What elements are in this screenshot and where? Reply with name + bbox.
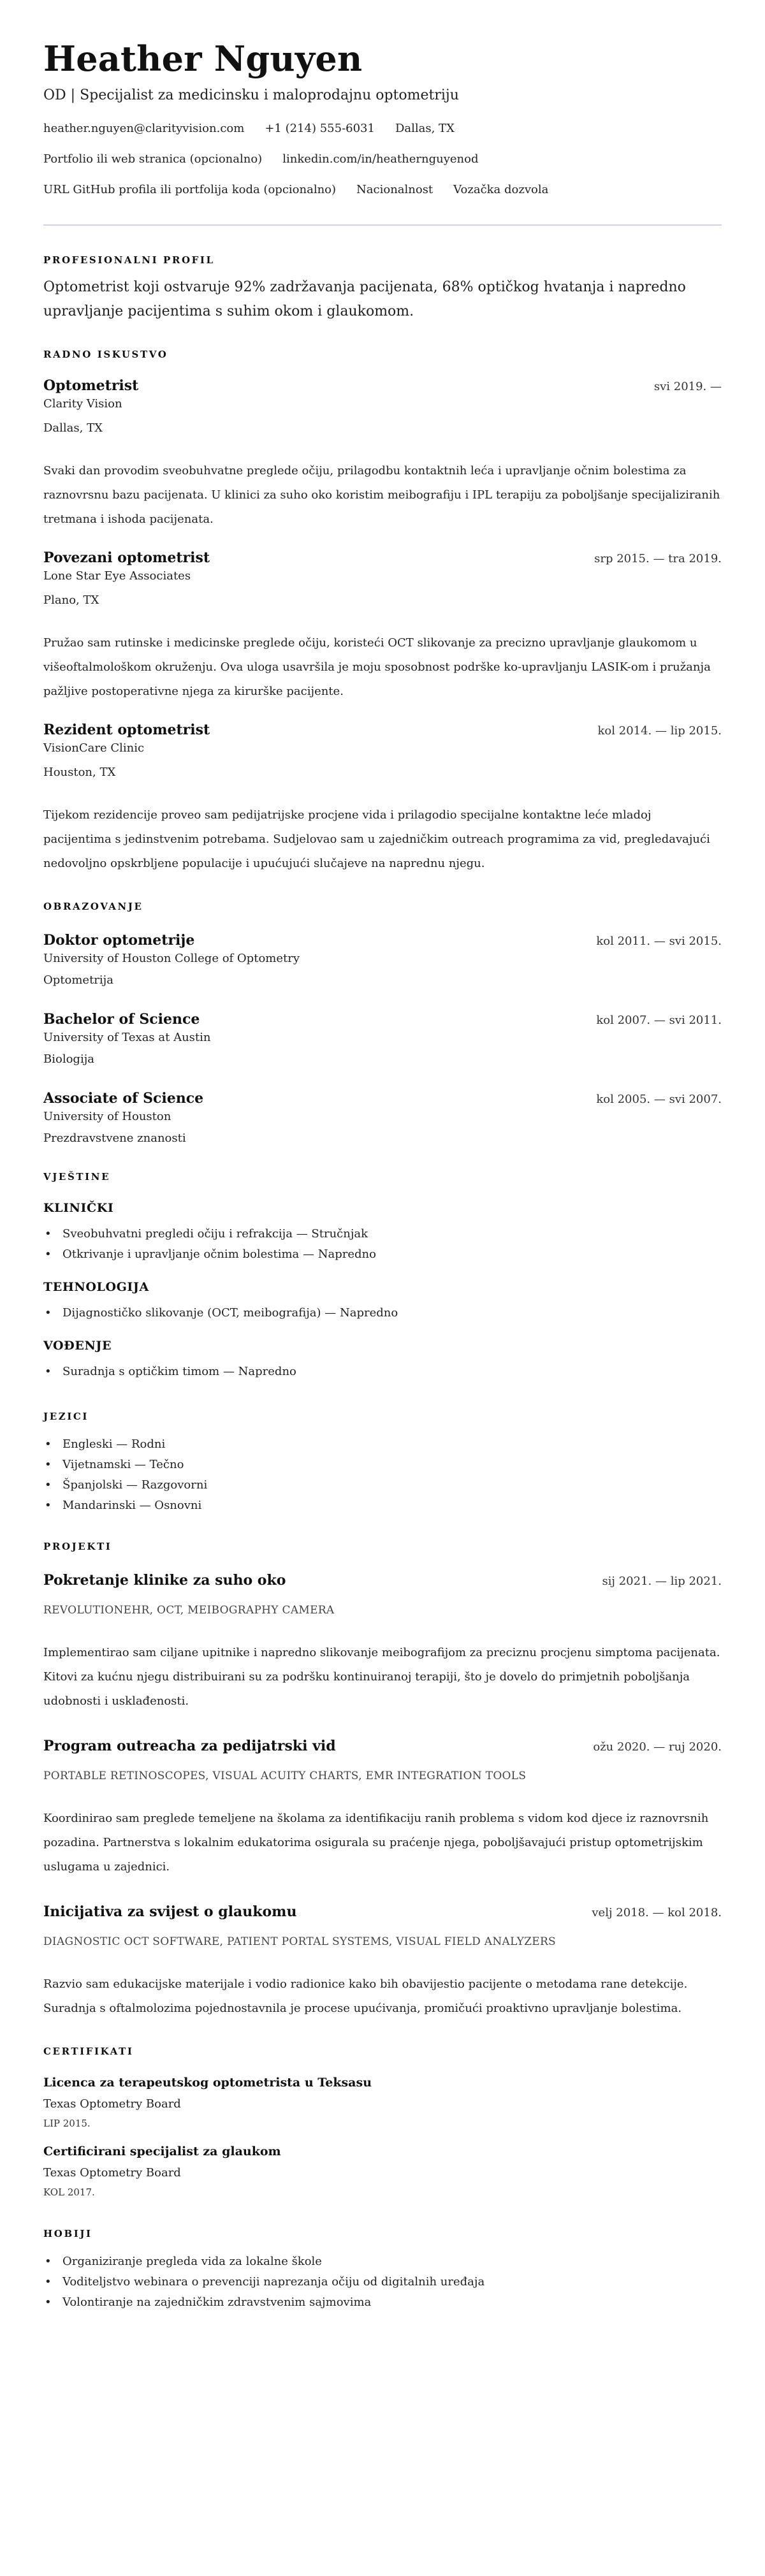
certificate-date: LIP 2015. (43, 2118, 91, 2129)
certificates-section (43, 2045, 722, 2199)
certificate-list (43, 2074, 722, 2199)
school-name: University of Houston (43, 1110, 171, 1123)
experience-item (43, 548, 722, 704)
job-description: Svaki dan provodim sveobuhvatne preglede očiju, prilagodbu kontaktnih leća i upravljanje očnim bolestima za raznovrsnu bazu pacijenata. U klinici za suho oko koristim meibografiju i IPL terapiju za poboljšanje specijaliziranih tretmana i ishoda pacijenata. (43, 464, 720, 526)
experience-list (43, 376, 722, 876)
hobby-item: • Organiziranje pregleda vida za lokalne škole (43, 2252, 722, 2272)
skill-item: • Sveobuhvatni pregledi očiju i refrakcija — Stručnjak (43, 1224, 722, 1244)
skill-item: • Suradnja s optičkim timom — Napredno (43, 1362, 722, 1382)
skill-group (43, 1337, 722, 1382)
hobby-item: • Volontiranje na zajedničkim zdravstvenim sajmovima (43, 2292, 722, 2313)
skill-list (43, 1303, 722, 1323)
language-item: • Španjolski — Razgovorni (43, 1475, 722, 1495)
experience-section (43, 348, 722, 876)
certificate-date: KOL 2017. (43, 2187, 95, 2198)
job-title: Optometrist (43, 377, 139, 394)
education-dates: kol 2005. — svi 2007. (596, 1093, 722, 1106)
linkedin-link[interactable]: linkedin.com/in/heathernguyenod (282, 152, 479, 166)
job-location: Plano, TX (43, 593, 99, 607)
degree-title: Bachelor of Science (43, 1011, 200, 1028)
education-item (43, 1089, 722, 1146)
project-list (43, 1571, 722, 2021)
portfolio-link[interactable]: Portfolio ili web stranica (opcionalno) (43, 152, 263, 166)
project-dates: sij 2021. — lip 2021. (602, 1575, 722, 1588)
drivers-license-text: Vozačka dozvola (453, 183, 549, 196)
profile-summary: Optometrist koji ostvaruje 92% zadržavanja pacijenata, 68% optičkog hvatanja i napredno upravljanje pacijentima s suhim okom i glaukomom. (43, 279, 686, 319)
job-dates: srp 2015. — tra 2019. (594, 552, 722, 565)
job-dates: svi 2019. — (653, 380, 722, 393)
project-item (43, 1571, 722, 1714)
candidate-headline: OD | Specijalist za medicinsku i maloprodajnu optometriju (43, 87, 459, 103)
candidate-name: Heather Nguyen (43, 38, 363, 79)
skill-group-title: TEHNOLOGIJA (43, 1280, 149, 1294)
education-item (43, 931, 722, 988)
education-item (43, 1010, 722, 1067)
certificate-item (43, 2074, 722, 2130)
hobbies-section (43, 2227, 722, 2313)
certificate-item (43, 2143, 722, 2199)
company-name: VisionCare Clinic (43, 741, 145, 755)
project-title: Pokretanje klinike za suho oko (43, 1572, 286, 1589)
section-heading-certificates: CERTIFIKATI (43, 2046, 134, 2057)
section-heading-hobbies: HOBIJI (43, 2228, 92, 2239)
field-of-study: Optometrija (43, 973, 113, 987)
location-text: Dallas, TX (395, 122, 455, 135)
education-list (43, 931, 722, 1146)
github-link[interactable]: URL GitHub profila ili portfolija koda (opcionalno) (43, 183, 337, 196)
language-list (43, 1434, 722, 1516)
section-heading-profile: PROFESIONALNI PROFIL (43, 254, 215, 266)
profile-section (43, 254, 722, 324)
certificate-title: Certificirani specijalist za glaukom (43, 2144, 281, 2158)
job-description: Tijekom rezidencije proveo sam pedijatrijske procjene vida i prilagodio specijalne kontaktne leće mladoj pacijentima s jedinstvenim potrebama. Sudjelovao sam u zajedničkim outreach programima za vid, pregledavajući nedovoljno opskrbljene populacije i upućujući slučajeve na naprednu njegu. (43, 808, 710, 870)
resume-header (43, 36, 722, 226)
skill-list (43, 1362, 722, 1382)
company-name: Clarity Vision (43, 397, 122, 411)
header-divider (43, 224, 722, 226)
field-of-study: Prezdravstvene znanosti (43, 1132, 186, 1145)
degree-title: Associate of Science (43, 1090, 204, 1107)
education-dates: kol 2011. — svi 2015. (596, 935, 722, 948)
certificate-issuer: Texas Optometry Board (43, 2166, 181, 2179)
skill-group-title: VOĐENJE (43, 1339, 112, 1353)
contact-line-extra (43, 182, 722, 198)
language-item: • Engleski — Rodni (43, 1434, 722, 1455)
skill-item: • Otkrivanje i upravljanje očnim bolestima — Napredno (43, 1244, 722, 1265)
skill-groups (43, 1200, 722, 1382)
school-name: University of Houston College of Optometry (43, 952, 300, 965)
contact-line-links (43, 152, 722, 167)
job-title: Rezident optometrist (43, 722, 210, 738)
project-title: Program outreacha za pedijatrski vid (43, 1738, 336, 1754)
section-heading-education: OBRAZOVANJE (43, 901, 143, 912)
project-title: Inicijativa za svijest o glaukomu (43, 1903, 297, 1920)
job-dates: kol 2014. — lip 2015. (597, 724, 722, 738)
experience-item (43, 376, 722, 532)
project-tech-stack: DIAGNOSTIC OCT SOFTWARE, PATIENT PORTAL SYSTEMS, VISUAL FIELD ANALYZERS (43, 1935, 557, 1948)
email-link[interactable]: heather.nguyen@clarityvision.com (43, 122, 245, 135)
job-description: Pružao sam rutinske i medicinske preglede očiju, koristeći OCT slikovanje za precizno upravljanje glaukomom u višeoftalmološkom okruženju. Ova uloga usavršila je moju sposobnost podrške ko-upravljanju LASIK-om i pružanja pažljive postoperativne njega za kirurške pacijente. (43, 636, 711, 698)
project-item (43, 1736, 722, 1879)
project-tech-stack: REVOLUTIONEHR, OCT, MEIBOGRAPHY CAMERA (43, 1604, 335, 1617)
language-item: • Mandarinski — Osnovni (43, 1495, 722, 1516)
project-dates: ožu 2020. — ruj 2020. (593, 1740, 722, 1754)
languages-section (43, 1410, 722, 1516)
education-section (43, 900, 722, 1146)
job-location: Houston, TX (43, 766, 116, 779)
section-heading-languages: JEZICI (43, 1411, 89, 1422)
degree-title: Doktor optometrije (43, 932, 195, 949)
job-location: Dallas, TX (43, 421, 103, 435)
company-name: Lone Star Eye Associates (43, 569, 191, 583)
job-title: Povezani optometrist (43, 549, 210, 566)
field-of-study: Biologija (43, 1052, 95, 1066)
skills-section (43, 1170, 722, 1382)
skill-group (43, 1279, 722, 1323)
hobby-list (43, 2252, 722, 2313)
skill-group (43, 1200, 722, 1265)
nationality-text: Nacionalnost (356, 183, 433, 196)
skill-group-title: KLINIČKI (43, 1201, 114, 1215)
section-heading-skills: VJEŠTINE (43, 1171, 111, 1182)
project-description: Implementirao sam ciljane upitnike i napredno slikovanje meibografijom za preciznu procjenu simptoma pacijenata. Kitovi za kućnu njegu distribuirani su za podršku kontinuiranoj terapiji, što je dovelo do primjetnih poboljšanja udobnosti i usklađenosti. (43, 1646, 720, 1708)
projects-section (43, 1540, 722, 2021)
school-name: University of Texas at Austin (43, 1031, 211, 1044)
project-description: Razvio sam edukacijske materijale i vodio radionice kako bih obavijestio pacijente o metodama rane detekcije. Suradnja s oftalmolozima pojednostavnila je procese upućivanja, promičući proaktivno upravljanje bolestima. (43, 1977, 688, 2015)
language-item: • Vijetnamski — Tečno (43, 1455, 722, 1475)
experience-item (43, 720, 722, 876)
skill-item: • Dijagnostičko slikovanje (OCT, meibografija) — Napredno (43, 1303, 722, 1323)
section-heading-experience: RADNO ISKUSTVO (43, 349, 168, 360)
contact-line-primary (43, 121, 722, 136)
phone-link[interactable]: +1 (214) 555-6031 (265, 122, 375, 135)
project-tech-stack: PORTABLE RETINOSCOPES, VISUAL ACUITY CHARTS, EMR INTEGRATION TOOLS (43, 1770, 527, 1782)
skill-list (43, 1224, 722, 1265)
certificate-issuer: Texas Optometry Board (43, 2097, 181, 2111)
education-dates: kol 2007. — svi 2011. (596, 1014, 722, 1027)
project-description: Koordinirao sam preglede temeljene na školama za identifikaciju ranih problema s vidom kod djece iz raznovrsnih pozadina. Partnerstva s lokalnim edukatorima osigurala su praćenje njega, poboljšavajući pristup optometrijskim uslugama u zajednici. (43, 1812, 709, 1874)
project-dates: velj 2018. — kol 2018. (592, 1906, 722, 1919)
certificate-title: Licenca za terapeutskog optometrista u Teksasu (43, 2076, 372, 2090)
section-heading-projects: PROJEKTI (43, 1541, 112, 1552)
hobby-item: • Voditeljstvo webinara o prevenciji naprezanja očiju od digitalnih uređaja (43, 2272, 722, 2292)
project-item (43, 1902, 722, 2021)
